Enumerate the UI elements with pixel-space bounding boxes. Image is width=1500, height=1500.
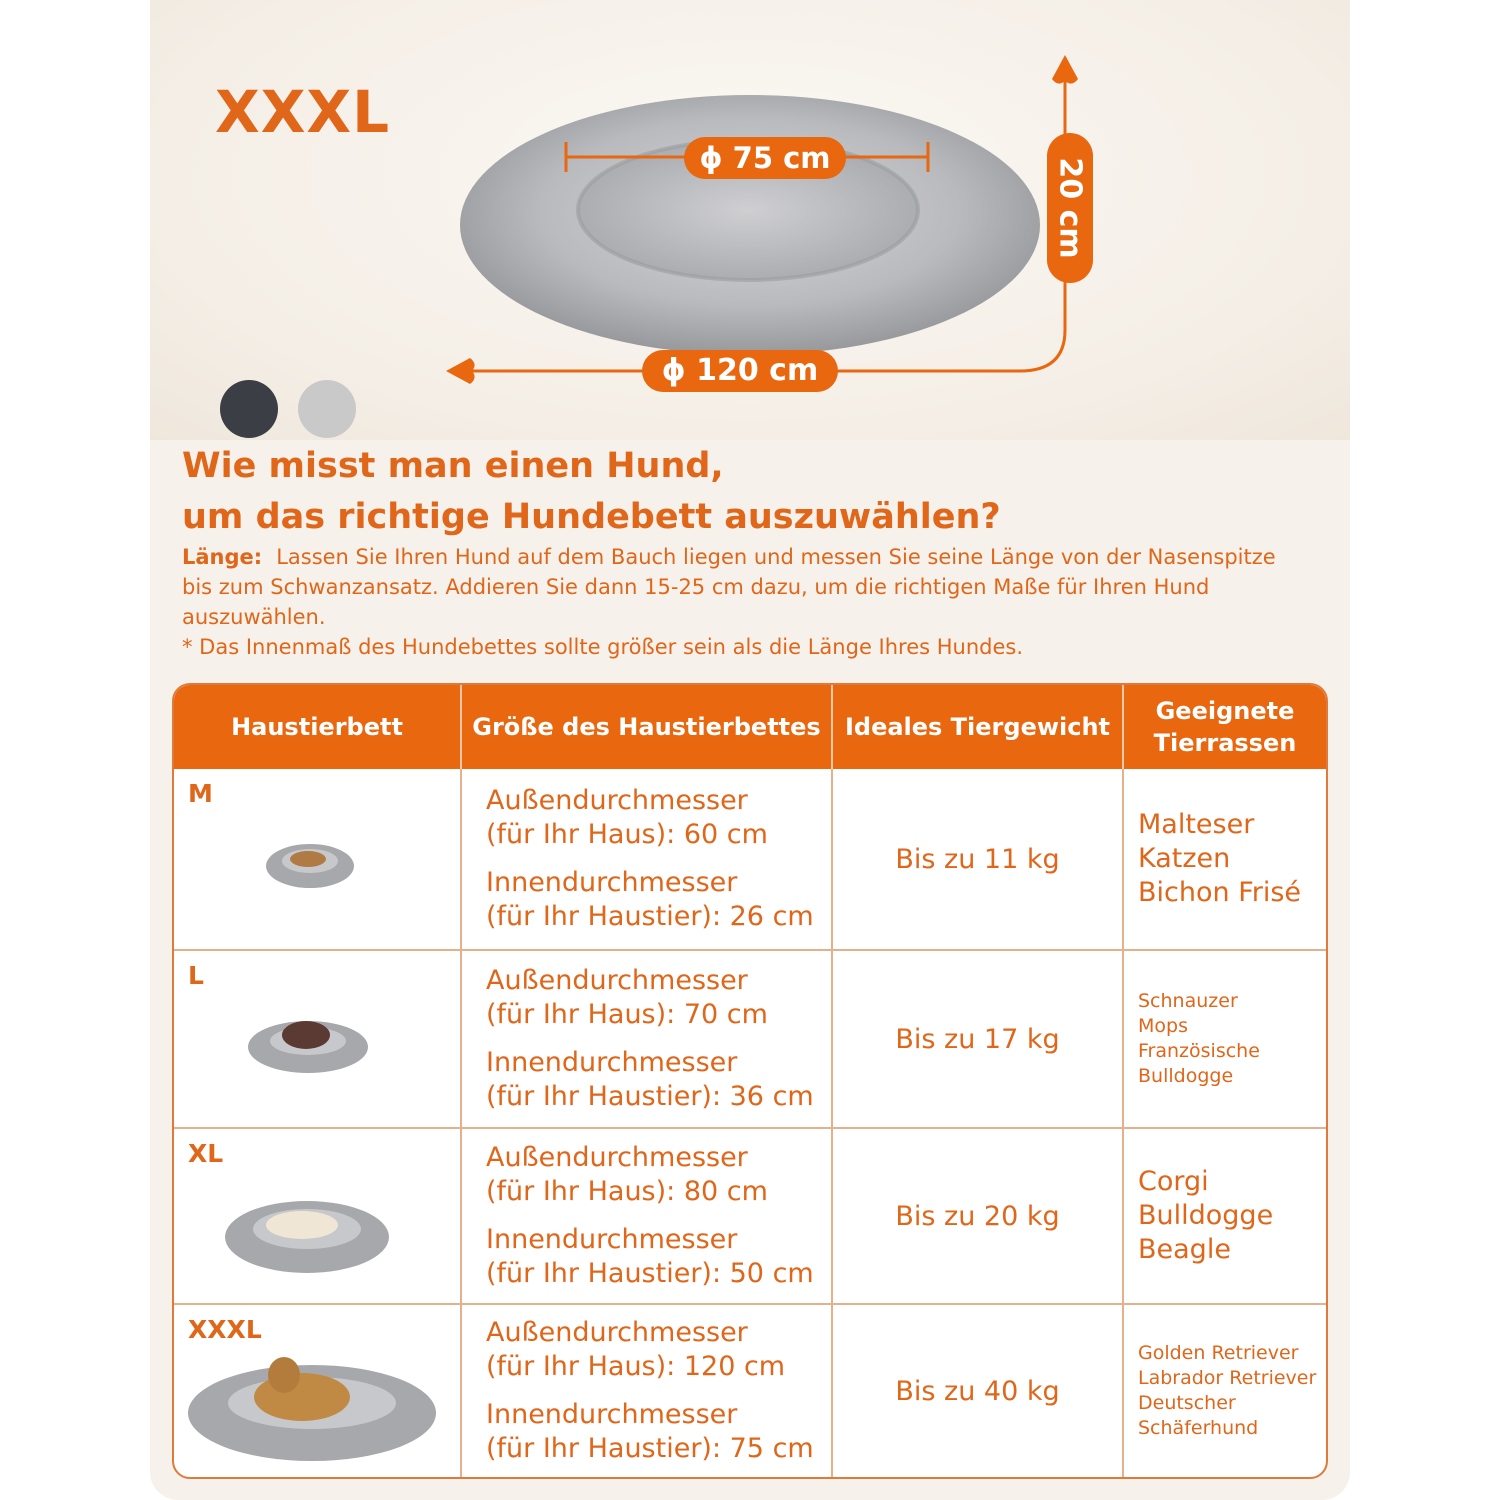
hero-size-label: XXXL [215,78,391,146]
table-header-row [174,685,1326,769]
size-label: L [188,961,204,990]
ideal-weight: Bis zu 17 kg [833,949,1124,1127]
suitable-breeds: Malteser Katzen Bichon Frisé [1138,809,1302,908]
outer-diameter: Außendurchmesser (für Ihr Haus): 120 cm [486,1317,786,1382]
inner-diameter: Innendurchmesser (für Ihr Haustier): 36 cm [486,1047,814,1112]
table-row [174,769,1326,949]
bed-dimensions [462,769,833,949]
guide-title-line1: Wie misst man einen Hund, [182,446,724,486]
bed-cell [174,1303,462,1477]
ideal-weight: Bis zu 11 kg [833,769,1124,949]
bed-cell [174,1127,462,1303]
size-label: XL [188,1139,224,1168]
bed-cell [174,769,462,949]
suitable-breeds: Golden Retriever Labrador Retriever Deutscher Schäferhund [1124,1303,1326,1477]
length-instructions [182,542,1302,632]
header-suitable-breeds: Geeignete Tierrassen [1124,685,1326,769]
size-table [172,683,1328,1479]
height-label: 20 cm [1052,157,1088,259]
bed-cell [174,949,462,1127]
length-label: Länge: [182,545,263,569]
table-row [174,949,1326,1127]
color-swatch-light-grey[interactable] [298,380,356,438]
table-row [174,1303,1326,1477]
header-bed-size: Größe des Haustierbettes [462,685,833,769]
suitable-breeds: Corgi Bulldogge Beagle [1124,1127,1326,1303]
size-label: M [188,779,213,808]
inner-diameter: Innendurchmesser (für Ihr Haustier): 50 cm [486,1224,814,1289]
size-note: * Das Innenmaß des Hundebettes sollte größer sein als die Länge Ihres Hundes. [182,635,1024,659]
ideal-weight: Bis zu 20 kg [833,1127,1124,1303]
outer-diameter: Außendurchmesser (für Ihr Haus): 70 cm [486,965,768,1030]
header-ideal-weight: Ideales Tiergewicht [833,685,1124,769]
color-swatch-dark-grey[interactable] [220,380,278,438]
inner-diameter: Innendurchmesser (für Ihr Haustier): 26 cm [486,867,814,932]
size-label: XXXL [188,1315,262,1344]
outer-diameter: Außendurchmesser (für Ihr Haus): 60 cm [486,785,768,850]
bed-dimensions [462,1127,833,1303]
ideal-weight: Bis zu 40 kg [833,1303,1124,1477]
bed-thumbnail-m [264,839,356,889]
outer-diameter: Außendurchmesser (für Ihr Haus): 80 cm [486,1142,768,1207]
length-text: Lassen Sie Ihren Hund auf dem Bauch liegen und messen Sie seine Länge von der Nasenspitze bis zum Schwanzansatz. Addieren Sie dann 15-25 cm dazu, um die richtigen Maße für Ihren Hund auszuwählen. [182,545,1276,629]
header-pet-bed: Haustierbett [174,685,462,769]
bed-thumbnail-l [246,1013,370,1075]
inner-diameter-label: ϕ 75 cm [684,137,846,179]
inner-diameter: Innendurchmesser (für Ihr Haustier): 75 cm [486,1399,814,1464]
table-row [174,1127,1326,1303]
bed-dimensions [462,1303,833,1477]
guide-title-line2: um das richtige Hundebett auszuwählen? [182,497,1001,537]
bed-dimensions [462,949,833,1127]
bed-thumbnail-xxxl [184,1345,439,1465]
outer-diameter-label: ϕ 120 cm [642,350,838,392]
bed-thumbnail-xl [222,1189,392,1277]
suitable-breeds: Schnauzer Mops Französische Bulldogge [1124,949,1326,1127]
height-label-pill [1047,133,1093,283]
